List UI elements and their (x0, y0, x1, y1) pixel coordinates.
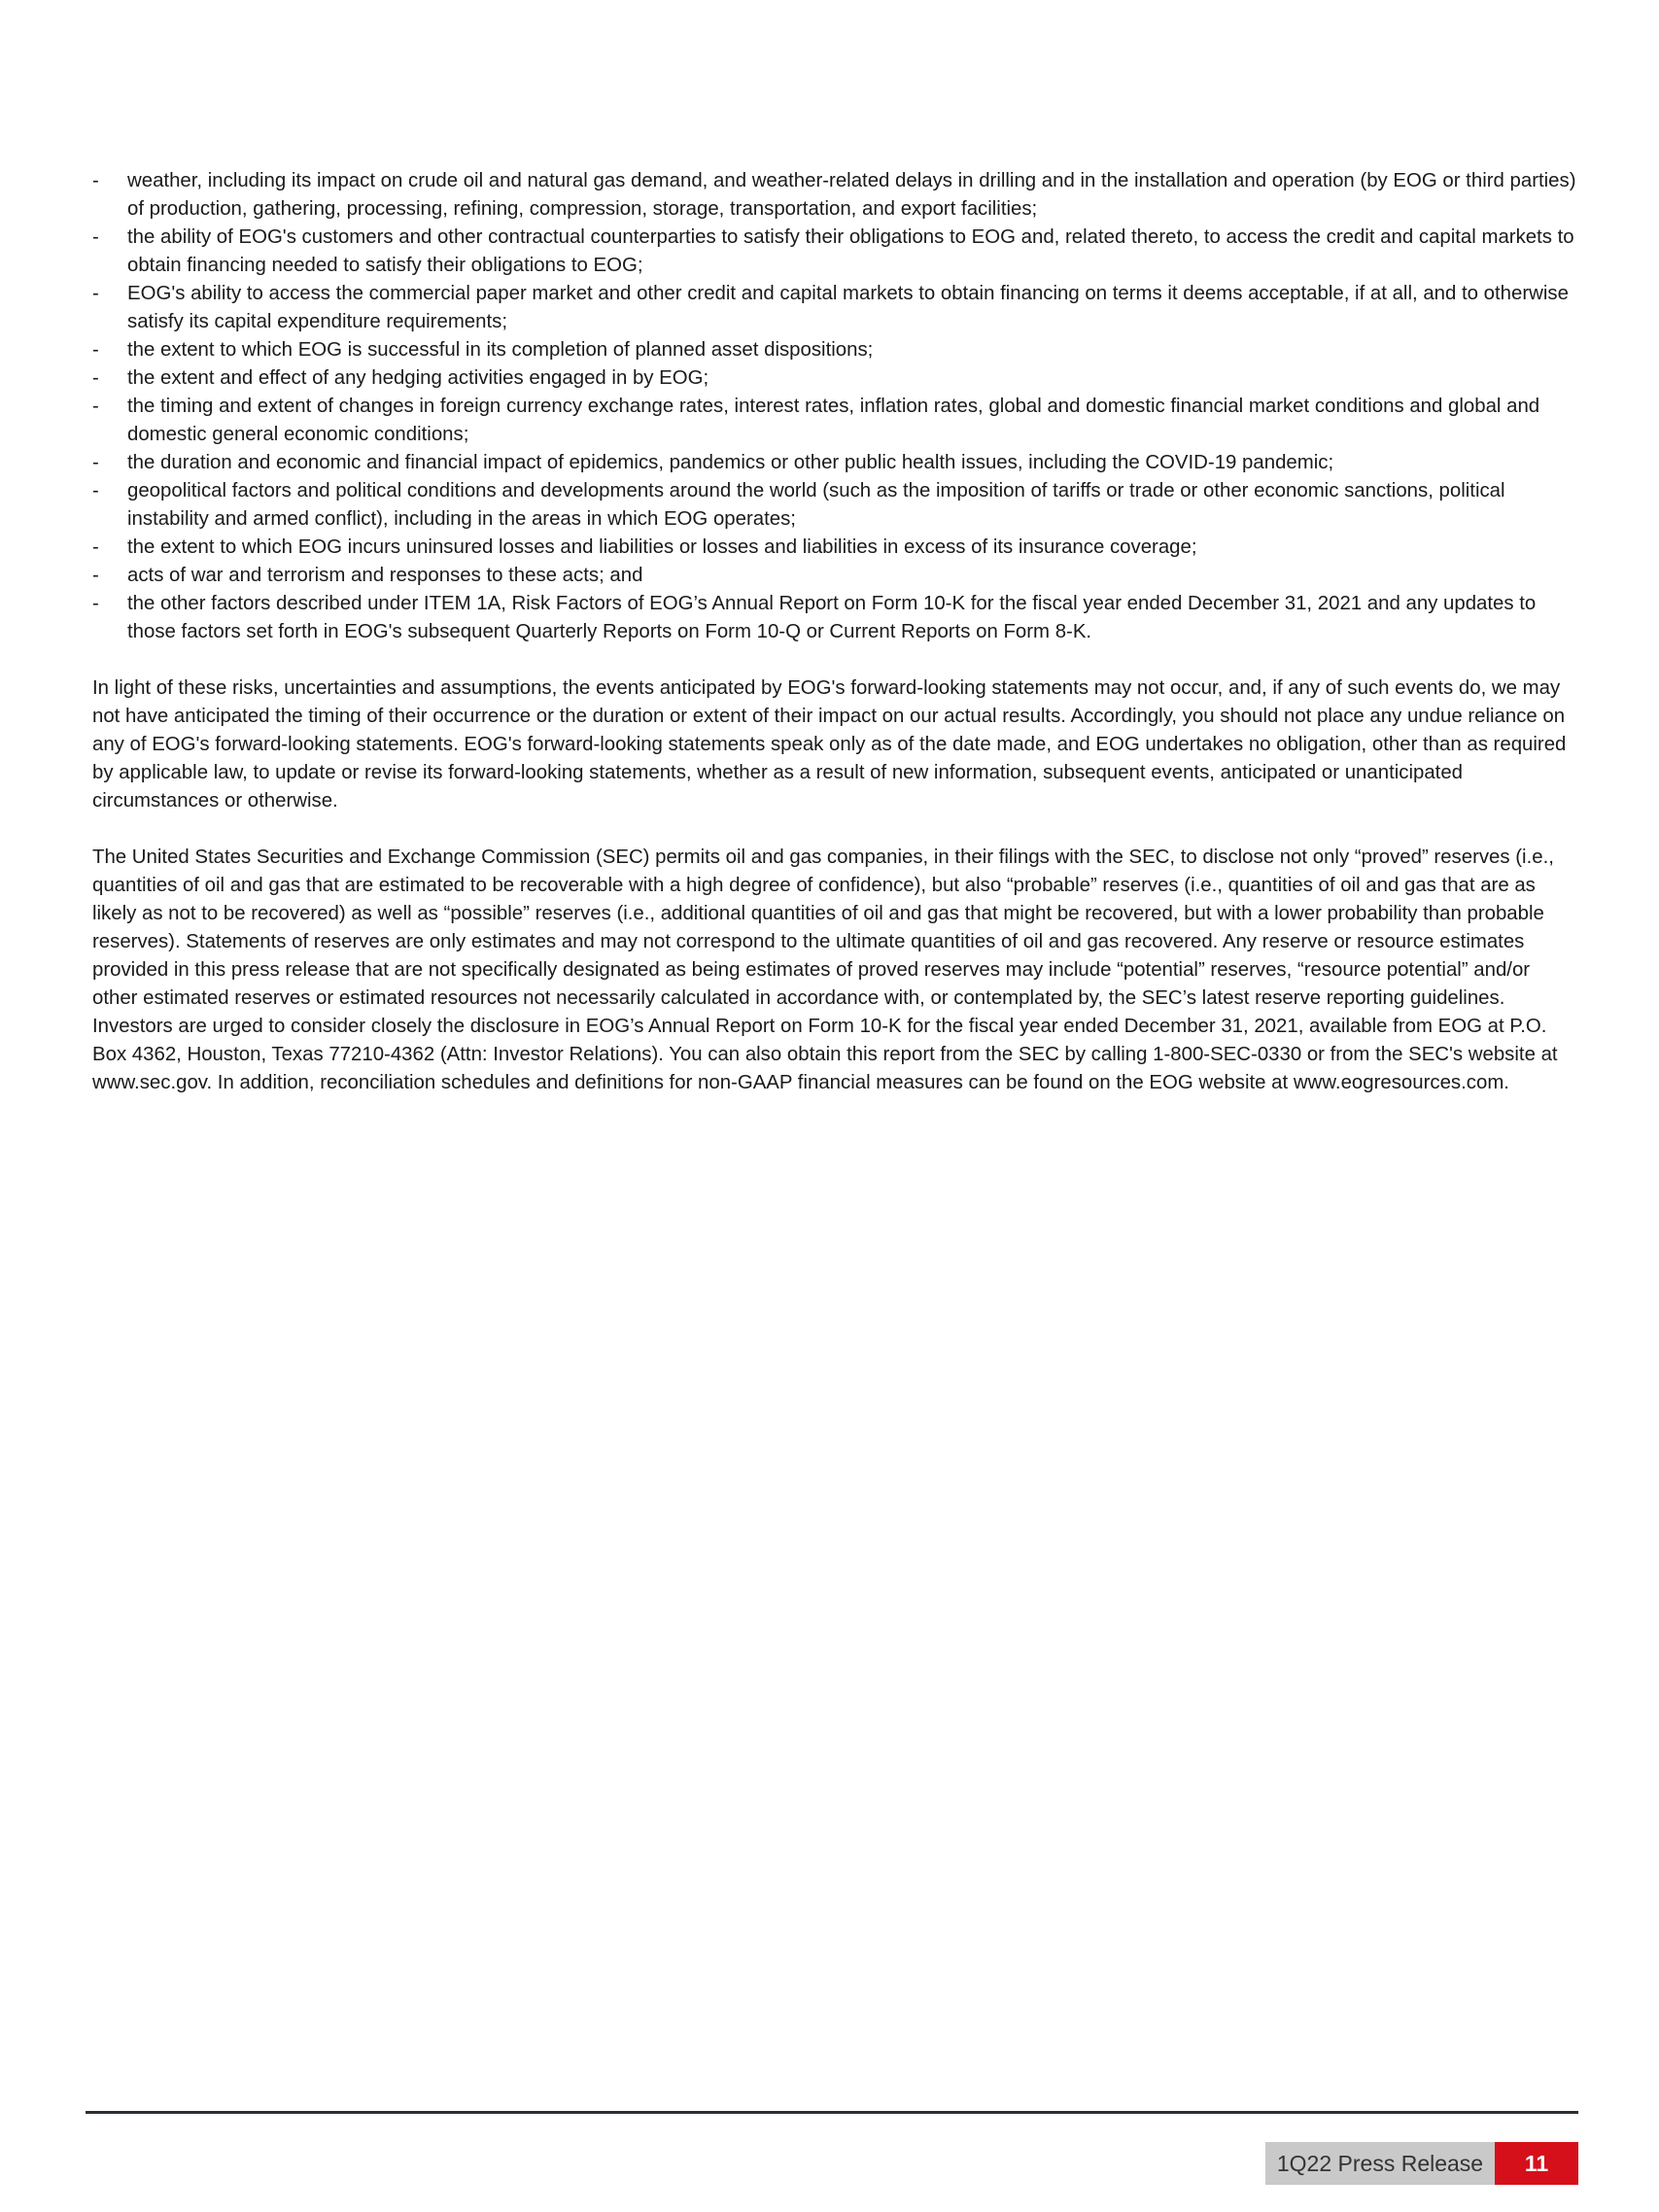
list-item: - the extent to which EOG incurs uninsured losses and liabilities or losses and liabilities in excess of its insurance coverage; (92, 534, 1579, 562)
document-body (92, 167, 1579, 1097)
list-item: - the ability of EOG's customers and other contractual counterparties to satisfy their obligations to EOG and, related thereto, to access the credit and capital markets to obtain financing needed to satisfy their obligations to EOG; (92, 224, 1579, 280)
list-item: - the timing and extent of changes in foreign currency exchange rates, interest rates, inflation rates, global and domestic financial market conditions and global and domestic general economic conditions; (92, 393, 1579, 449)
list-item: - geopolitical factors and political conditions and developments around the world (such as the imposition of tariffs or trade or other economic sanctions, political instability and armed conflict), including in the areas in which EOG operates; (92, 477, 1579, 534)
list-item: - EOG's ability to access the commercial paper market and other credit and capital markets to obtain financing on terms it deems acceptable, if at all, and to otherwise satisfy its capital expenditure requirements; (92, 280, 1579, 336)
footer-divider (86, 2111, 1578, 2114)
footer-document-label: 1Q22 Press Release (1265, 2142, 1495, 2185)
paragraph-risks: In light of these risks, uncertainties and assumptions, the events anticipated by EOG's forward-looking statements may not occur, and, if any of such events do, we may not have anticipated the timing of their occurrence or the duration or extent of their impact on our actual results. Accordingly, you should not place any undue reliance on any of EOG's forward-looking statements. EOG's forward-looking statements speak only as of the date made, and EOG undertakes no obligation, other than as required by applicable law, to update or revise its forward-looking statements, whether as a result of new information, subsequent events, anticipated or unanticipated circumstances or otherwise. (92, 677, 1567, 812)
list-item: - weather, including its impact on crude oil and natural gas demand, and weather-related delays in drilling and in the installation and operation (by EOG or third parties) of production, gathering, processing, refining, compression, storage, transportation, and export facilities; (92, 167, 1579, 224)
list-item: - the extent to which EOG is successful in its completion of planned asset dispositions; (92, 336, 1579, 364)
risk-factor-list (92, 167, 1579, 646)
page-number: 11 (1495, 2142, 1578, 2185)
list-item: - acts of war and terrorism and responses to these acts; and (92, 562, 1579, 590)
list-item: - the other factors described under ITEM 1A, Risk Factors of EOG’s Annual Report on Form 10-K for the fiscal year ended December 31, 2021 and any updates to those factors set forth in EOG's subsequent Quarterly Reports on Form 10-Q or Current Reports on Form 8-K. (92, 590, 1579, 646)
list-item: - the extent and effect of any hedging activities engaged in by EOG; (92, 364, 1579, 393)
list-item: - the duration and economic and financial impact of epidemics, pandemics or other public health issues, including the COVID-19 pandemic; (92, 449, 1579, 477)
paragraph-sec-reserves: The United States Securities and Exchange Commission (SEC) permits oil and gas companies, in their filings with the SEC, to disclose not only “proved” reserves (i.e., quantities of oil and gas that are estimated to be recoverable with a high degree of confidence), but also “probable” reserves (i.e., quantities of oil and gas that are as likely as not to be recovered) as well as “possible” reserves (i.e., additional quantities of oil and gas that might be recovered, but with a lower probability than probable reserves). Statements of reserves are only estimates and may not correspond to the ultimate quantities of oil and gas recovered. Any reserve or resource estimates provided in this press release that are not specifically designated as being estimates of proved reserves may include “potential” reserves, “resource potential” and/or other estimated reserves or estimated resources not necessarily calculated in accordance with, or contemplated by, the SEC’s latest reserve reporting guidelines. Investors are urged to consider closely the disclosure in EOG’s Annual Report on Form 10-K for the fiscal year ended December 31, 2021, available from EOG at P.O. Box 4362, Houston, Texas 77210-4362 (Attn: Investor Relations). You can also obtain this report from the SEC by calling 1-800-SEC-0330 or from the SEC's website at www.sec.gov. In addition, reconciliation schedules and definitions for non-GAAP financial measures can be found on the EOG website at www.eogresources.com. (92, 847, 1558, 1093)
